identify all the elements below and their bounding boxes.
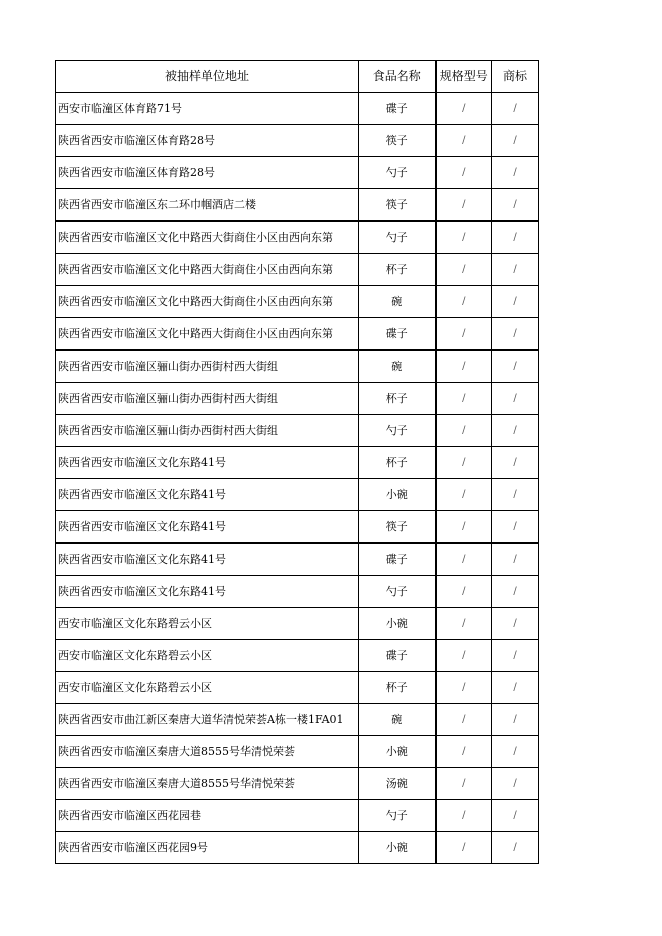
- table-row: [56, 221, 539, 254]
- cell-food-name: 勺子: [359, 415, 436, 447]
- cell-food-name: 小碗: [359, 479, 436, 511]
- table-row: [56, 415, 539, 447]
- cell-spec: /: [436, 608, 492, 640]
- cell-spec: /: [436, 832, 492, 864]
- cell-brand: /: [492, 768, 539, 800]
- table-row: [56, 286, 539, 318]
- cell-address: 陕西省西安市临潼区骊山街办西街村西大街组: [56, 383, 359, 415]
- cell-spec: /: [436, 447, 492, 479]
- cell-brand: /: [492, 350, 539, 383]
- cell-food-name: 碟子: [359, 543, 436, 576]
- cell-food-name: 小碗: [359, 736, 436, 768]
- cell-spec: /: [436, 286, 492, 318]
- cell-food-name: 勺子: [359, 800, 436, 832]
- table-row: [56, 736, 539, 768]
- cell-brand: /: [492, 543, 539, 576]
- header-address: 被抽样单位地址: [56, 61, 359, 93]
- cell-spec: /: [436, 93, 492, 125]
- cell-address: 西安市临潼区文化东路碧云小区: [56, 608, 359, 640]
- cell-address: 陕西省西安市临潼区文化中路西大街商住小区由西向东第: [56, 318, 359, 351]
- cell-food-name: 碟子: [359, 93, 436, 125]
- cell-brand: /: [492, 672, 539, 704]
- cell-brand: /: [492, 511, 539, 544]
- table-row: [56, 768, 539, 800]
- cell-address: 陕西省西安市临潼区骊山街办西街村西大街组: [56, 415, 359, 447]
- table-row: [56, 832, 539, 864]
- cell-spec: /: [436, 415, 492, 447]
- header-brand: 商标: [492, 61, 539, 93]
- cell-spec: /: [436, 672, 492, 704]
- cell-brand: /: [492, 608, 539, 640]
- cell-address: 陕西省西安市临潼区文化东路41号: [56, 511, 359, 544]
- cell-food-name: 杯子: [359, 383, 436, 415]
- table-row: [56, 511, 539, 544]
- table-row: [56, 479, 539, 511]
- header-spec: 规格型号: [436, 61, 492, 93]
- cell-address: 陕西省西安市临潼区西花园巷: [56, 800, 359, 832]
- table-row: [56, 318, 539, 351]
- cell-spec: /: [436, 768, 492, 800]
- cell-brand: /: [492, 800, 539, 832]
- cell-brand: /: [492, 640, 539, 672]
- cell-food-name: 碗: [359, 350, 436, 383]
- cell-spec: /: [436, 350, 492, 383]
- table-row: [56, 447, 539, 479]
- table-row: [56, 543, 539, 576]
- cell-address: 陕西省西安市临潼区体育路28号: [56, 125, 359, 157]
- header-food-name: 食品名称: [359, 61, 436, 93]
- cell-spec: /: [436, 736, 492, 768]
- cell-food-name: 杯子: [359, 254, 436, 286]
- table-row: [56, 254, 539, 286]
- cell-address: 陕西省西安市临潼区体育路28号: [56, 157, 359, 189]
- cell-food-name: 碗: [359, 704, 436, 736]
- cell-address: 陕西省西安市临潼区文化中路西大街商住小区由西向东第: [56, 254, 359, 286]
- cell-address: 陕西省西安市临潼区文化东路41号: [56, 447, 359, 479]
- cell-spec: /: [436, 125, 492, 157]
- cell-spec: /: [436, 640, 492, 672]
- cell-spec: /: [436, 800, 492, 832]
- cell-brand: /: [492, 254, 539, 286]
- cell-brand: /: [492, 832, 539, 864]
- cell-address: 西安市临潼区文化东路碧云小区: [56, 672, 359, 704]
- cell-address: 陕西省西安市临潼区秦唐大道8555号华清悦荣荟: [56, 736, 359, 768]
- cell-spec: /: [436, 189, 492, 222]
- cell-food-name: 筷子: [359, 125, 436, 157]
- cell-spec: /: [436, 576, 492, 608]
- cell-spec: /: [436, 318, 492, 351]
- table-row: [56, 93, 539, 125]
- cell-food-name: 汤碗: [359, 768, 436, 800]
- cell-brand: /: [492, 93, 539, 125]
- cell-spec: /: [436, 157, 492, 189]
- cell-address: 陕西省西安市临潼区秦唐大道8555号华清悦荣荟: [56, 768, 359, 800]
- cell-spec: /: [436, 254, 492, 286]
- table-row: [56, 704, 539, 736]
- cell-brand: /: [492, 125, 539, 157]
- cell-brand: /: [492, 415, 539, 447]
- cell-spec: /: [436, 383, 492, 415]
- cell-address: 陕西省西安市曲江新区秦唐大道华清悦荣荟A栋一楼1FA01: [56, 704, 359, 736]
- cell-spec: /: [436, 221, 492, 254]
- cell-food-name: 勺子: [359, 157, 436, 189]
- cell-address: 陕西省西安市临潼区文化中路西大街商住小区由西向东第: [56, 286, 359, 318]
- cell-address: 陕西省西安市临潼区骊山街办西街村西大街组: [56, 350, 359, 383]
- cell-brand: /: [492, 318, 539, 351]
- table-row: [56, 189, 539, 222]
- cell-spec: /: [436, 479, 492, 511]
- cell-food-name: 碟子: [359, 318, 436, 351]
- table-row: [56, 383, 539, 415]
- cell-address: 陕西省西安市临潼区文化东路41号: [56, 576, 359, 608]
- cell-address: 陕西省西安市临潼区文化东路41号: [56, 543, 359, 576]
- table-row: [56, 157, 539, 189]
- cell-brand: /: [492, 221, 539, 254]
- table-row: [56, 800, 539, 832]
- cell-address: 陕西省西安市临潼区东二环巾帼酒店二楼: [56, 189, 359, 222]
- cell-brand: /: [492, 383, 539, 415]
- cell-food-name: 小碗: [359, 608, 436, 640]
- cell-food-name: 碟子: [359, 640, 436, 672]
- table-row: [56, 350, 539, 383]
- cell-food-name: 勺子: [359, 221, 436, 254]
- cell-food-name: 筷子: [359, 511, 436, 544]
- cell-brand: /: [492, 447, 539, 479]
- cell-brand: /: [492, 479, 539, 511]
- table-row: [56, 125, 539, 157]
- cell-food-name: 碗: [359, 286, 436, 318]
- cell-spec: /: [436, 704, 492, 736]
- table-row: [56, 608, 539, 640]
- cell-food-name: 杯子: [359, 447, 436, 479]
- cell-address: 西安市临潼区体育路71号: [56, 93, 359, 125]
- cell-food-name: 勺子: [359, 576, 436, 608]
- table-row: [56, 672, 539, 704]
- cell-food-name: 筷子: [359, 189, 436, 222]
- table-row: [56, 640, 539, 672]
- cell-spec: /: [436, 511, 492, 544]
- sampling-table: [55, 60, 539, 864]
- cell-brand: /: [492, 704, 539, 736]
- cell-food-name: 小碗: [359, 832, 436, 864]
- cell-address: 西安市临潼区文化东路碧云小区: [56, 640, 359, 672]
- cell-spec: /: [436, 543, 492, 576]
- header-row: [56, 61, 539, 93]
- cell-food-name: 杯子: [359, 672, 436, 704]
- cell-brand: /: [492, 736, 539, 768]
- cell-brand: /: [492, 286, 539, 318]
- cell-address: 陕西省西安市临潼区西花园9号: [56, 832, 359, 864]
- cell-brand: /: [492, 576, 539, 608]
- cell-address: 陕西省西安市临潼区文化中路西大街商住小区由西向东第: [56, 221, 359, 254]
- cell-address: 陕西省西安市临潼区文化东路41号: [56, 479, 359, 511]
- cell-brand: /: [492, 189, 539, 222]
- table-row: [56, 576, 539, 608]
- cell-brand: /: [492, 157, 539, 189]
